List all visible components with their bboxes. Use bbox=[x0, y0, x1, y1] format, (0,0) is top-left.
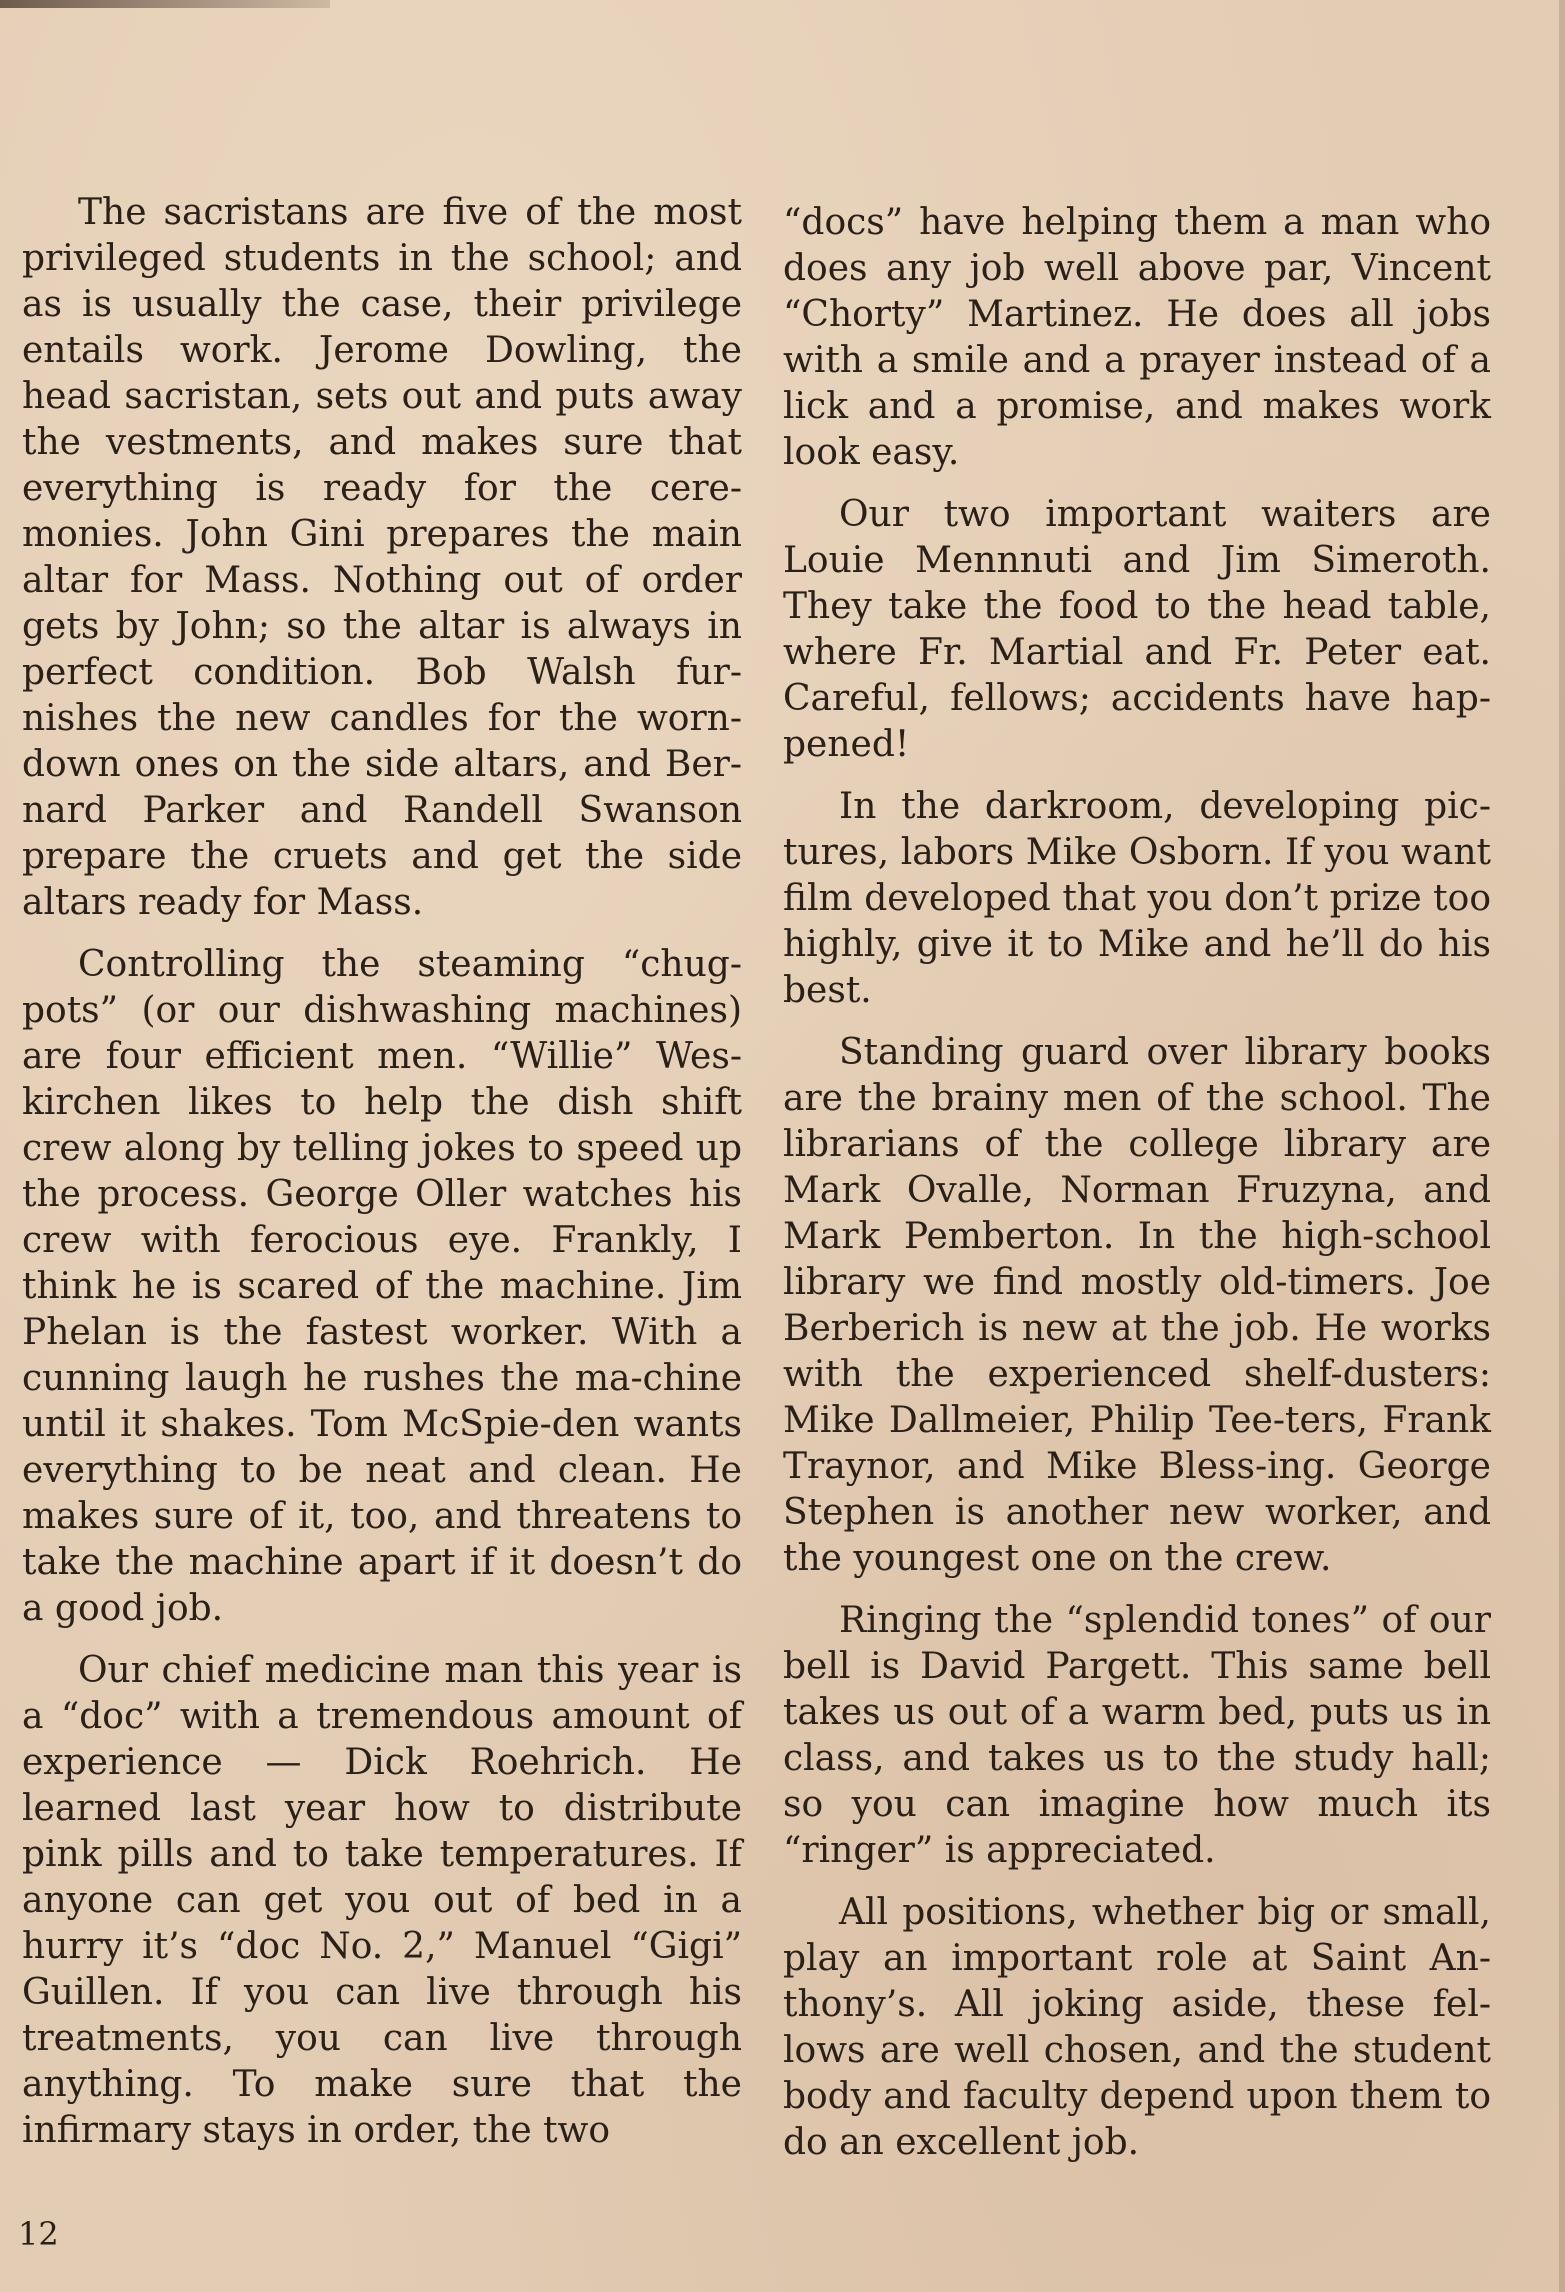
right-text-column bbox=[783, 200, 1491, 2182]
paragraph-sacristans: The sacristans are five of the most privileged students in the school; and as is usually the case, their privilege entails work. Jerome Dowling, the head sacristan, sets out and puts away the vestments, and makes sure that everything is ready for the cere-monies. John Gini prepares the main altar for Mass. Nothing out of order gets by John; so the altar is always in perfect condition. Bob Walsh fur-nishes the new candles for the worn-down ones on the side altars, and Ber-nard Parker and Randell Swanson prepare the cruets and get the side altars ready for Mass. bbox=[22, 192, 742, 923]
paragraph-bell-ringer: Ringing the “splendid tones” of our bell is David Pargett. This same bell takes us out of a warm bed, puts us in class, and takes us to the study hall; so you can imagine how much its “ringer” is appreciated. bbox=[783, 1600, 1491, 1871]
paragraph-conclusion: All positions, whether big or small, play an important role at Saint An-thony’s. All joking aside, these fel-lows are well chosen, and the student body and faculty depend upon them to do an excellent job. bbox=[783, 1892, 1491, 2163]
paragraph-darkroom: In the darkroom, developing pic-tures, labors Mike Osborn. If you want film developed that you don’t prize too highly, give it to Mike and he’ll do his best. bbox=[783, 786, 1491, 1011]
torn-edge-mark bbox=[0, 0, 330, 8]
paragraph-waiters: Our two important waiters are Louie Mennnuti and Jim Simeroth. They take the food to the head table, where Fr. Martial and Fr. Peter eat. Careful, fellows; accidents have hap-pened! bbox=[783, 494, 1491, 765]
page-number: 12 bbox=[18, 2215, 59, 2253]
left-text-column bbox=[22, 190, 742, 2170]
page-edge-shadow bbox=[1559, 0, 1565, 2292]
paragraph-infirmary: Our chief medicine man this year is a “doc” with a tremendous amount of experience — Dick Roehrich. He learned last year how to distribute pink pills and to take temperatures. If anyone can get you out of bed in a hurry it’s “doc No. 2,” Manuel “Gigi” Guillen. If you can live through his treatments, you can live through anything. To make sure that the infirmary stays in order, the two bbox=[22, 1650, 742, 2151]
paragraph-librarians: Standing guard over library books are the brainy men of the school. The librarians of the college library are Mark Ovalle, Norman Fruzyna, and Mark Pemberton. In the high-school library we find mostly old-timers. Joe Berberich is new at the job. He works with the experienced shelf-dusters: Mike Dallmeier, Philip Tee-ters, Frank Traynor, and Mike Bless-ing. George Stephen is another new worker, and the youngest one on the crew. bbox=[783, 1032, 1491, 1579]
paragraph-dishwashers: Controlling the steaming “chug-pots” (or our dishwashing machines) are four efficient men. “Willie” Wes-kirchen likes to help the dish shift crew along by telling jokes to speed up the process. George Oller watches his crew with ferocious eye. Frankly, I think he is scared of the machine. Jim Phelan is the fastest worker. With a cunning laugh he rushes the ma-chine until it shakes. Tom McSpie-den wants everything to be neat and clean. He makes sure of it, too, and threatens to take the machine apart if it doesn’t do a good job. bbox=[22, 944, 742, 1629]
paragraph-infirmary-continued: “docs” have helping them a man who does any job well above par, Vincent “Chorty” Martinez. He does all jobs with a smile and a prayer instead of a lick and a promise, and makes work look easy. bbox=[783, 202, 1491, 473]
